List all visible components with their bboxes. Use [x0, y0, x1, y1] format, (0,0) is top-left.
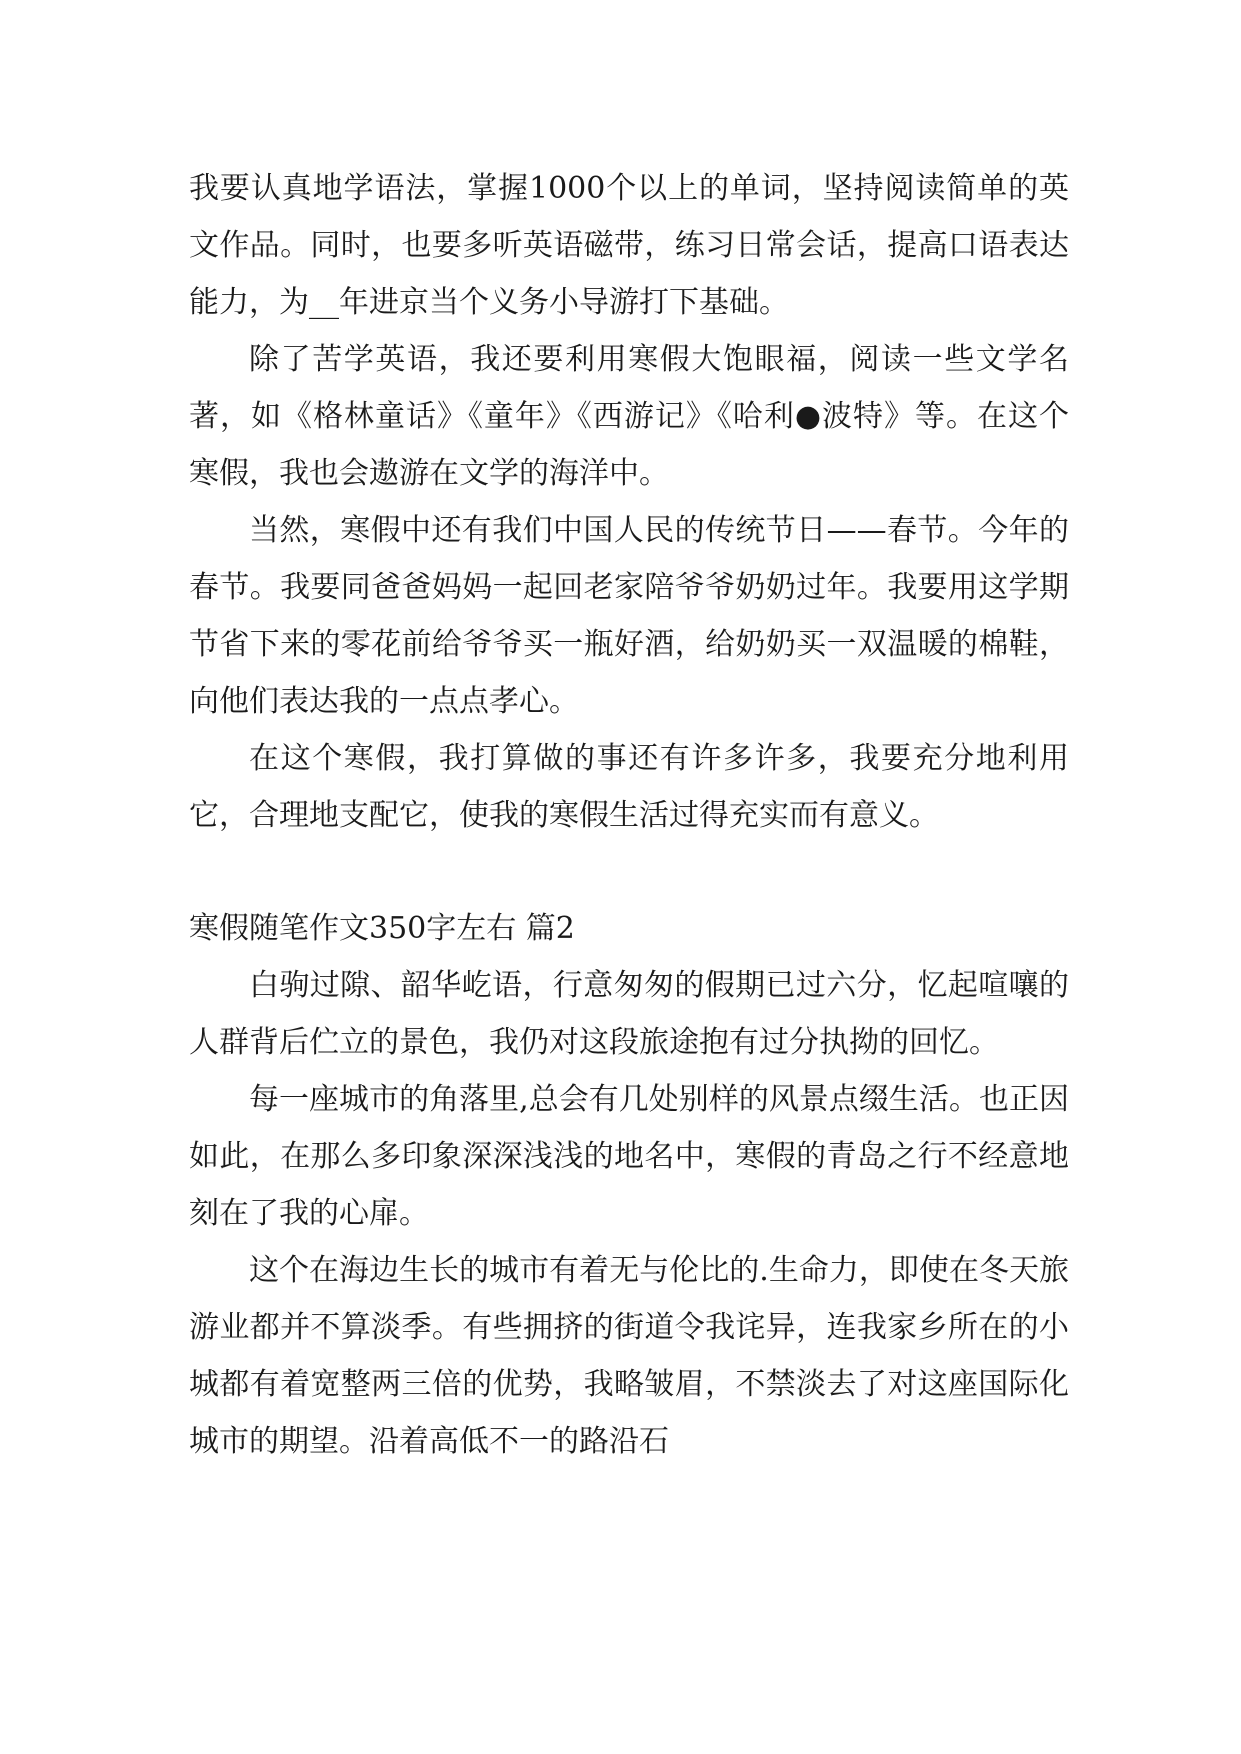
- paragraph-6: 每一座城市的角落里,总会有几处别样的风景点缀生活。也正因如此，在那么多印象深深浅浅的地名中，寒假的青岛之行不经意地刻在了我的心扉。: [189, 1082, 1069, 1231]
- paragraph-4: 在这个寒假，我打算做的事还有许多许多，我要充分地利用它，合理地支配它，使我的寒假生活过得充实而有意义。: [189, 741, 1069, 833]
- paragraph-7: 这个在海边生长的城市有着无与伦比的.生命力，即使在冬天旅游业都并不算淡季。有些拥挤的街道令我诧异，连我家乡所在的小城都有着宽整两三倍的优势，我略皱眉，不禁淡去了对这座国际化城市的期望。沿着高低不一的路沿石: [189, 1253, 1069, 1459]
- paragraph-1: 我要认真地学语法，掌握1000个以上的单词，坚持阅读简单的英文作品。同时，也要多听英语磁带，练习日常会话，提高口语表达能力，为__年进京当个义务小导游打下基础。: [189, 171, 1069, 320]
- paragraph-3: 当然，寒假中还有我们中国人民的传统节日——春节。今年的春节。我要同爸爸妈妈一起回老家陪爷爷奶奶过年。我要用这学期节省下来的零花前给爷爷买一瓶好酒，给奶奶买一双温暖的棉鞋，向他们表达我的一点点孝心。: [189, 513, 1069, 719]
- paragraph-5: 白驹过隙、韶华屹语，行意匆匆的假期已过六分，忆起喧嚷的人群背后伫立的景色，我仍对这段旅途抱有过分执拗的回忆。: [189, 968, 1069, 1060]
- section-title: 寒假随笔作文350字左右 篇2: [189, 911, 575, 946]
- paragraph-2: 除了苦学英语，我还要利用寒假大饱眼福，阅读一些文学名著，如《格林童话》《童年》《西游记》《哈利●波特》等。在这个寒假，我也会遨游在文学的海洋中。: [189, 342, 1069, 491]
- document-body: [189, 160, 1069, 1470]
